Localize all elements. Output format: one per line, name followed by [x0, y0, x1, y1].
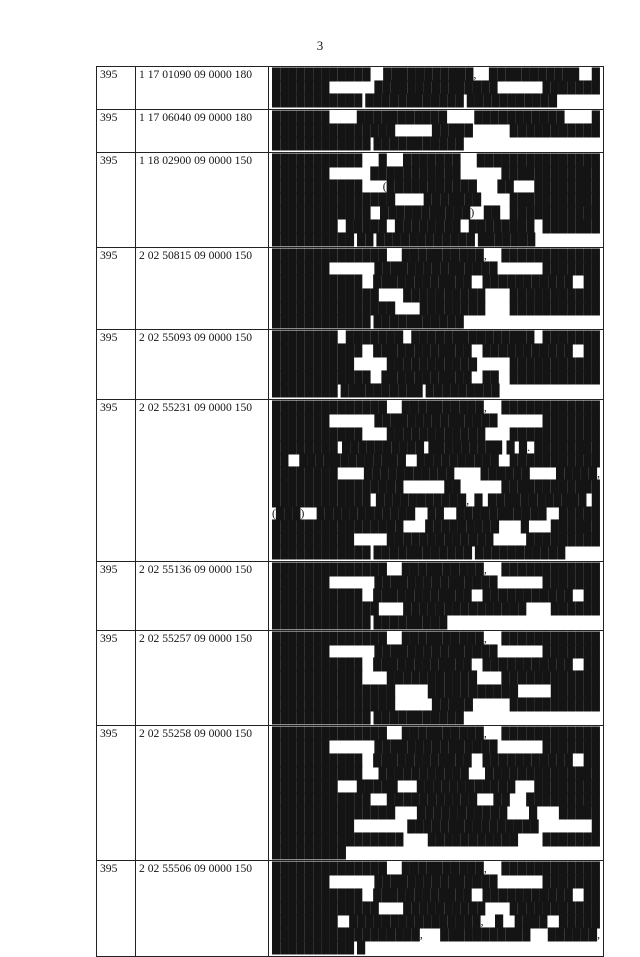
table-row: [97, 861, 604, 956]
admin-code-cell: 395: [97, 400, 136, 561]
admin-code-cell: 395: [97, 330, 136, 400]
classification-code-cell: 1 17 06040 09 0000 180: [136, 110, 269, 153]
admin-code-cell: 395: [97, 561, 136, 630]
classification-code-cell: 2 02 55258 09 0000 150: [136, 726, 269, 861]
admin-code-cell: 395: [97, 152, 136, 247]
admin-code-cell: 395: [97, 630, 136, 725]
classification-code-cell: 2 02 55506 09 0000 150: [136, 861, 269, 956]
table-row: [97, 110, 604, 153]
admin-code-cell: 395: [97, 248, 136, 330]
table-row: [97, 152, 604, 247]
admin-code-cell: 395: [97, 861, 136, 956]
income-name-cell: ████████████ ███████████, ███████████ █ ███████ ███████████████ ███████ ███████████ ████████████ ███████████: [269, 67, 604, 110]
classification-code-cell: 2 02 50815 09 0000 150: [136, 248, 269, 330]
admin-code-cell: 395: [97, 726, 136, 861]
classification-code-cell: 1 17 01090 09 0000 180: [136, 67, 269, 110]
table-row: [97, 561, 604, 630]
income-name-cell: ██████████████ ██████████, ████████████ ███████ ███████████████ ███████ ███████████ ████████████ ███████████ ██ █████████████ ███████████████ ██████ ████████████ █████████: [269, 561, 604, 630]
table-row: [97, 726, 604, 861]
classification-code-cell: 2 02 55257 09 0000 150: [136, 630, 269, 725]
page-number: 3: [316, 38, 324, 53]
income-name-cell: ██████████████ ██████████, ████████████ ███████ ███████████████ ███████ ███████████ ████████████ ███████████ ██ ███████████ ███████████ ██████████████ ████████ █████ ████████████ ████████ ████████████ ███████████ ██ █████████ ███████████████ ███████████ █ █████ ██████████ ████████████████ █ ████████████████ ███████████ ███████ █████████: [269, 726, 604, 861]
table-row: [97, 400, 604, 561]
table-row: [97, 630, 604, 725]
classification-code-cell: 2 02 55093 09 0000 150: [136, 330, 269, 400]
admin-code-cell: 395: [97, 67, 136, 110]
admin-code-cell: 395: [97, 110, 136, 153]
classification-code-cell: 1 18 02900 09 0000 150: [136, 152, 269, 247]
classification-code-cell: 2 02 55136 09 0000 150: [136, 561, 269, 630]
income-name-cell: ██████████████ ██████████, ████████████ ███████ ███████████████ ███████ ███████████ ████████████ ███████████ ██ █████████████ ██████████ ███████████ ████████ ████████████████, █ ████ █████ ██████████████████, ███████████ ██████, ██████████ █: [269, 861, 604, 956]
income-name-cell: ██████████████ ██████████, ████████████ ███████ ███████████████ ███████ ███████████ ████████████ ███████████ ██ █████████████ ██████████ ███████████ ███████████████ ████████ ███████████ ████████████ ███████████: [269, 248, 604, 330]
budget-revenue-table: [96, 66, 604, 957]
income-name-cell: ████████ ███████ ███████████████ ███████ ███████████ ████████████ ███████████ ██ ██████████ ███████████ ███████████ ████████████ ███████████ ██ ███████████ ████████ ██████████ █████████: [269, 330, 604, 400]
table-row: [97, 67, 604, 110]
income-name-cell: ███████████ █ ███████ ███████████████ ███████ ███████████ ████████████ ███████████ (███████████ ██ ████████ ███████████████ ███████ ███████████ ████████████ ███████████) ██ ███████████ ████████ █████ ████████ ████████ ███████ ██████████ ██ ████████████ ███████: [269, 152, 604, 247]
table-row: [97, 248, 604, 330]
table-row: [97, 330, 604, 400]
income-name-cell: ███████ ███████████ ███████████ █ ███████████████ █████ ███████████ ████████████ ███████████: [269, 110, 604, 153]
income-name-cell: ██████████████ ██████████, ████████████ ███████ ███████████████ ███████ ███████████ ████████████ ███████████ ████████ ██████████ █████████ █ █. ████████ ██ █████████████ ██████████ ███████████ ████████ ███████████ ██████ █████, ████████████████ ██ ████████████ ████████████ ███████████, █ ████████████ █ (███) ████████████ ██ ███████████ █████ ████████████████ █████████ █ ██████ ██████████ █████████████ █████████ ████████████ ████████████ ███████████: [269, 400, 604, 561]
classification-code-cell: 2 02 55231 09 0000 150: [136, 400, 269, 561]
income-name-cell: ██████████████ ██████████, ████████████ ███████ ███████████████ ███████ ███████████ ████████████ ███████████ ██ ███████████ ███████████ ████████████ ███████████████ ███████████ ██████ ███████████████ █████ ███████████ ████████████ ███████████: [269, 630, 604, 725]
